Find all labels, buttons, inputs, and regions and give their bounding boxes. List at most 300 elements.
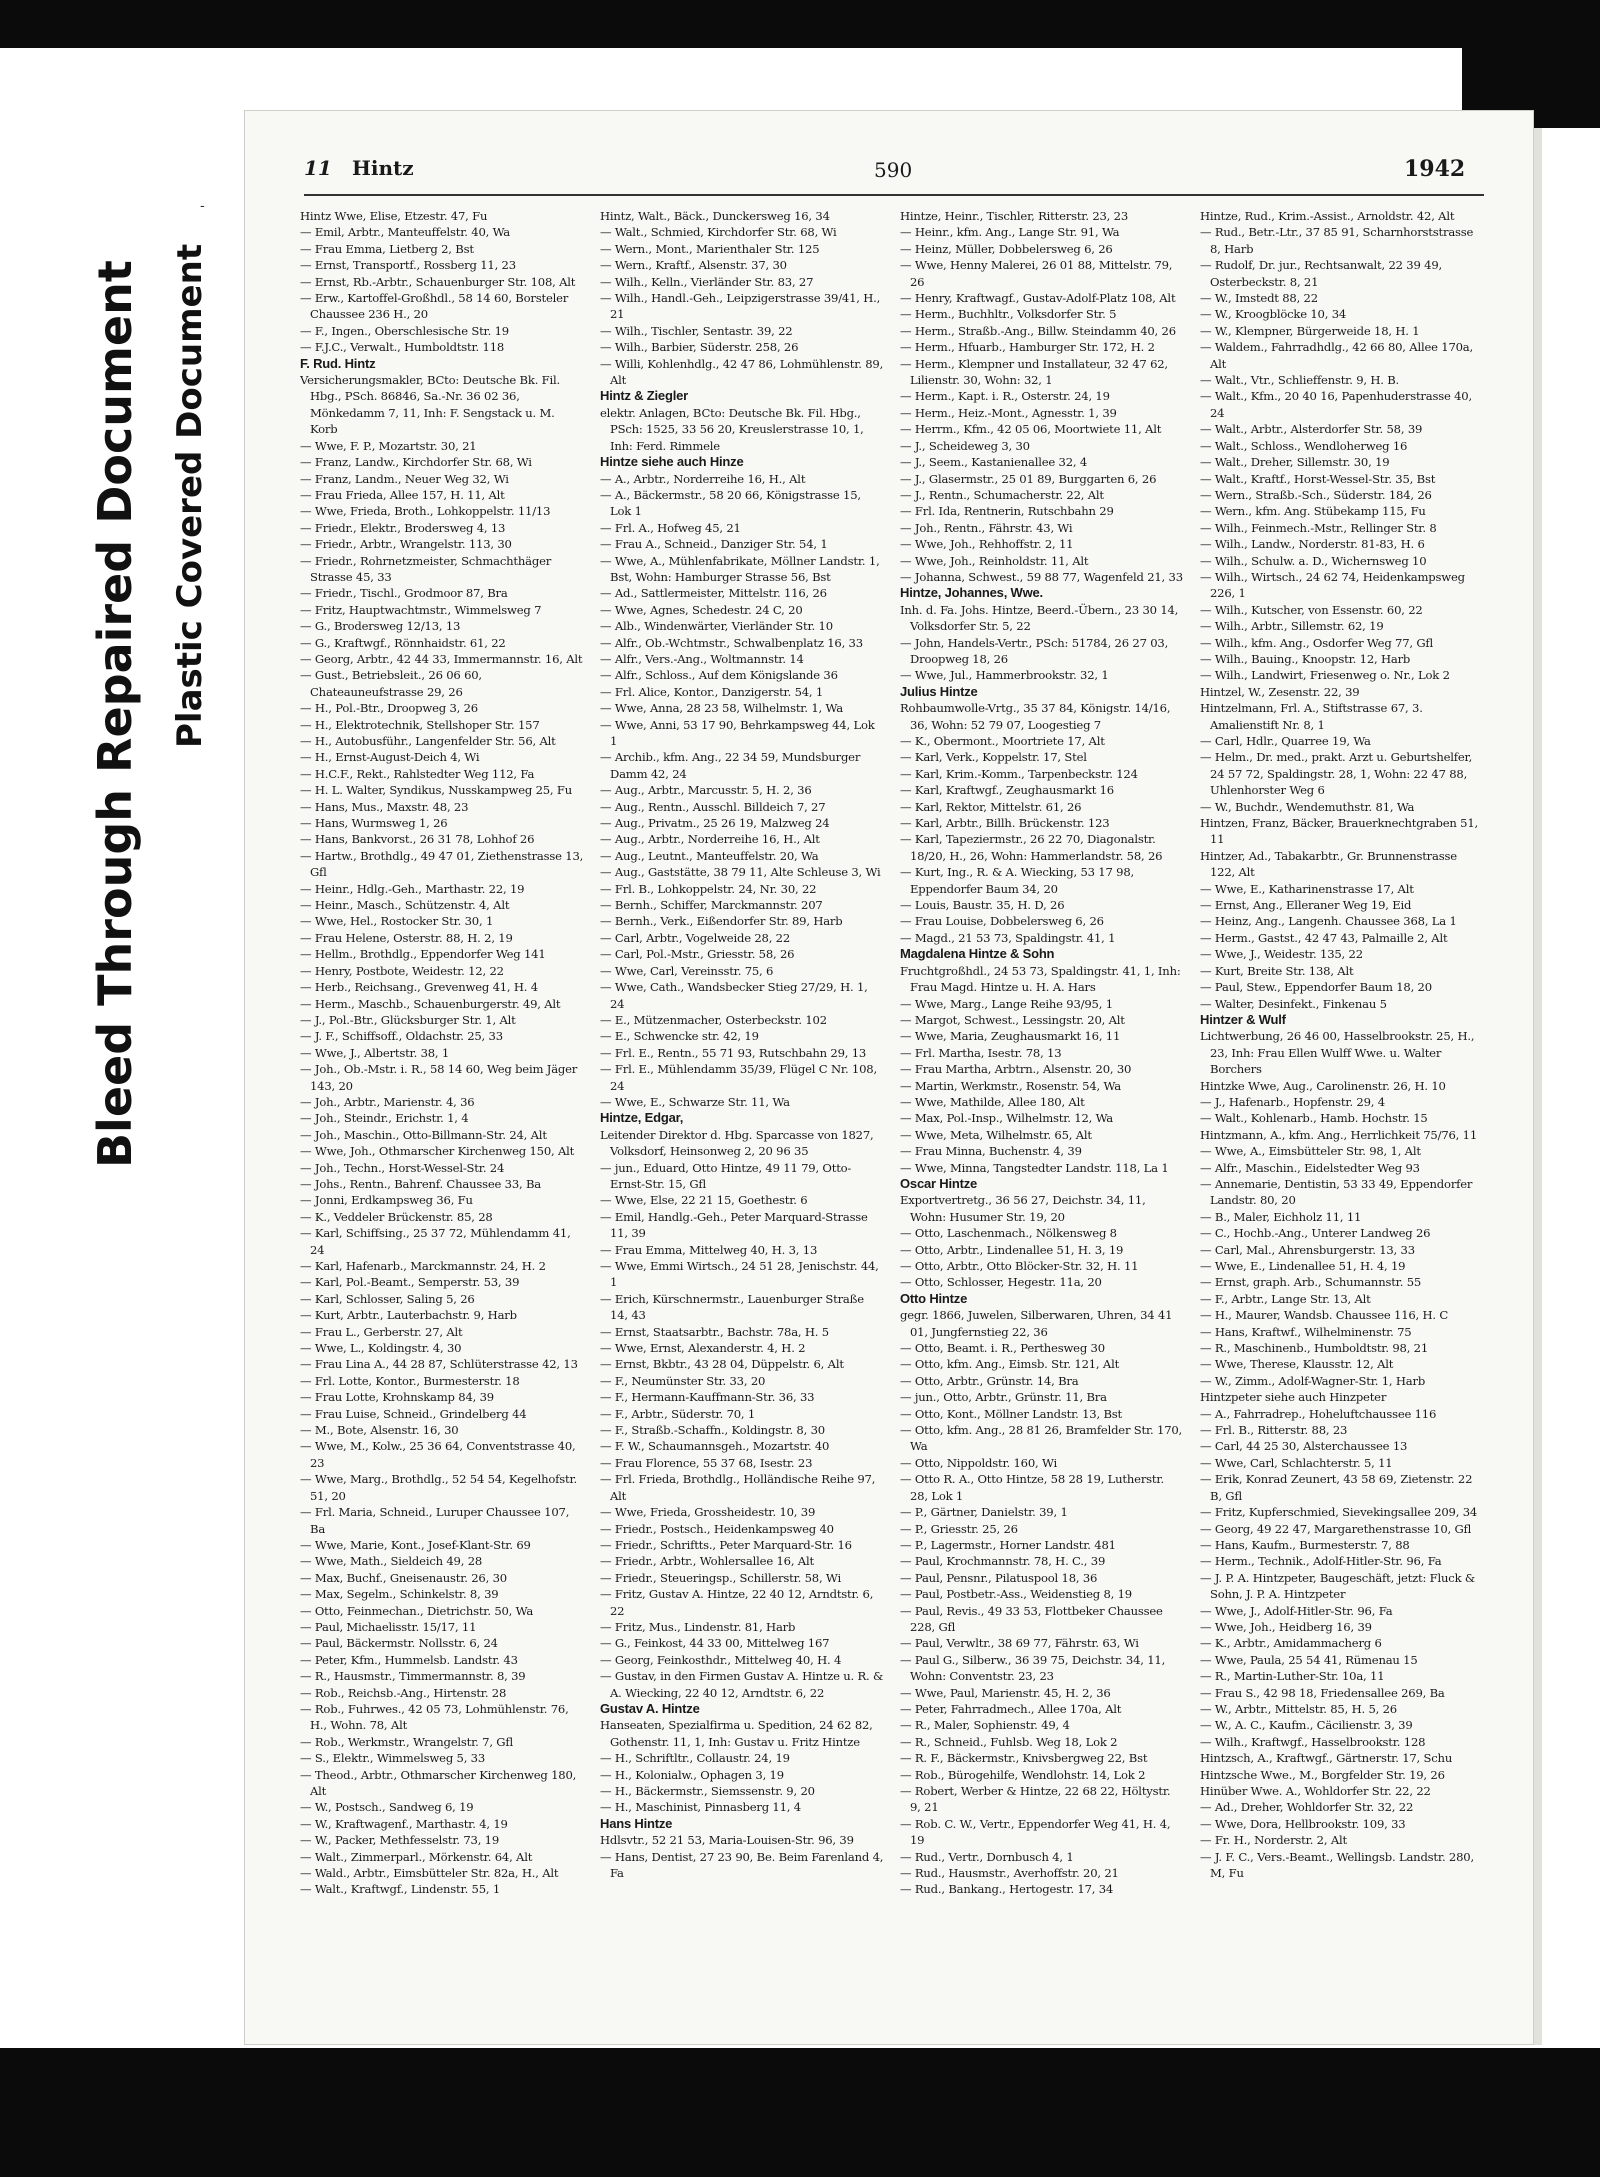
directory-entry: — Friedr., Tischl., Grodmoor 87, Bra <box>300 586 508 601</box>
directory-entry: — H., Kolonialw., Ophagen 3, 19 <box>600 1767 784 1782</box>
directory-entry: gegr. 1866, Juwelen, Silberwaren, Uhren, 34 41 01, Jungfernstieg 22, 36 <box>900 1308 1173 1339</box>
directory-entry: — Herm., Straßb.-Ang., Billw. Steindamm 40, 26 <box>900 323 1176 338</box>
directory-entry: — Wwe, E., Schwarze Str. 11, Wa <box>600 1094 790 1109</box>
page-edge <box>1534 128 1542 2045</box>
directory-entry: — Frau Emma, Lietberg 2, Bst <box>300 241 474 256</box>
directory-entry: — Wwe, M., Kolw., 25 36 64, Conventstrasse 40, 23 <box>300 1439 576 1470</box>
directory-entry: — H., Maurer, Wandsb. Chaussee 116, H. C <box>1200 1308 1449 1323</box>
directory-entry: — Heinz, Müller, Dobbelersweg 6, 26 <box>900 241 1113 256</box>
directory-entry: — Henry, Kraftwagf., Gustav-Adolf-Platz 108, Alt <box>900 291 1176 306</box>
directory-entry: — Frau Louise, Dobbelersweg 6, 26 <box>900 914 1104 929</box>
directory-entry: — F., Arbtr., Süderstr. 70, 1 <box>600 1406 756 1421</box>
directory-entry: — Paul G., Silberw., 36 39 75, Deichstr. 34, 11, Wohn: Conventstr. 23, 23 <box>900 1652 1166 1684</box>
directory-entry: Otto Hintze <box>900 1290 968 1306</box>
directory-entry: — W., Klempner, Bürgerweide 18, H. 1 <box>1200 323 1420 338</box>
directory-entry: — Walt., Zimmerparl., Mörkenstr. 64, Alt <box>300 1849 533 1864</box>
directory-entry: — Hans, Mus., Maxstr. 48, 23 <box>300 799 469 814</box>
directory-entry: — H., Schriftltr., Collaustr. 24, 19 <box>600 1751 790 1766</box>
directory-entry: — W., Imstedt 88, 22 <box>1200 291 1318 306</box>
directory-entry: — Wwe, Jul., Hammerbrookstr. 32, 1 <box>900 668 1109 683</box>
directory-entry: — Max, Buchf., Gneisenaustr. 26, 30 <box>300 1570 507 1585</box>
directory-entry: — Wern., Kraftf., Alsenstr. 37, 30 <box>600 258 787 273</box>
directory-entry: — Wwe, Anna, 28 23 58, Wilhelmstr. 1, Wa <box>600 701 843 716</box>
directory-entry: — Wald., Arbtr., Eimsbütteler Str. 82a, H., Alt <box>300 1866 559 1881</box>
directory-entry: — Wwe, E., Katharinenstrasse 17, Alt <box>1200 881 1414 896</box>
directory-entry: — K., Veddeler Brückenstr. 85, 28 <box>300 1209 493 1224</box>
directory-entry: — Friedr., Postsch., Heidenkampsweg 40 <box>600 1521 834 1536</box>
directory-entry: — Wwe, Maria, Zeughausmarkt 16, 11 <box>900 1029 1121 1044</box>
directory-entry: — R., Maler, Sophienstr. 49, 4 <box>900 1718 1070 1733</box>
directory-entry: — E., Mützenmacher, Osterbeckstr. 102 <box>600 1012 827 1027</box>
directory-entry: — Wwe, Paul, Marienstr. 45, H. 2, 36 <box>900 1685 1111 1700</box>
directory-entry: Hintz, Walt., Bäck., Dunckersweg 16, 34 <box>600 209 830 223</box>
directory-entry: Versicherungsmakler, BCto: Deutsche Bk. Fil. Hbg., PSch. 86846, Sa.-Nr. 36 02 36, Mönkedamm 7, 11, Inh: F. Sengstack u. M. Korb <box>300 373 561 437</box>
directory-entry: — Friedr., Elektr., Brodersweg 4, 13 <box>300 520 506 535</box>
directory-entry: — Wwe, Else, 22 21 15, Goethestr. 6 <box>600 1193 808 1208</box>
directory-entry: — C., Hochb.-Ang., Unterer Landweg 26 <box>1200 1226 1431 1241</box>
directory-entry: — Walt., Kraftf., Horst-Wessel-Str. 35, Bst <box>1200 471 1436 486</box>
directory-entry: — J., Glasermstr., 25 01 89, Burggarten 6, 26 <box>900 471 1157 486</box>
directory-entry: — Erik, Konrad Zeunert, 43 58 69, Zietenstr. 22 B, Gfl <box>1200 1472 1473 1503</box>
directory-entry: — Alfr., Vers.-Ang., Woltmannstr. 14 <box>600 651 804 666</box>
directory-entry: — G., Feinkost, 44 33 00, Mittelweg 167 <box>600 1636 830 1651</box>
directory-entry: — Wwe, F. P., Mozartstr. 30, 21 <box>300 438 477 453</box>
directory-entry: — Frau Luise, Schneid., Grindelberg 44 <box>300 1406 527 1421</box>
directory-entry: — Wilh., Arbtr., Sillemstr. 62, 19 <box>1200 619 1384 634</box>
directory-entry: Hintzmann, A., kfm. Ang., Herrlichkeit 75/76, 11 <box>1200 1127 1477 1142</box>
directory-entry: — Wwe, A., Mühlenfabrikate, Möllner Landstr. 1, Bst, Wohn: Hamburger Strasse 56, Bst <box>600 553 880 584</box>
header-page-number: 590 <box>874 158 913 182</box>
label-plastic-covered: Plastic Covered Document <box>170 243 210 748</box>
directory-entry: — Walt., Vtr., Schlieffenstr. 9, H. B. <box>1200 373 1400 388</box>
directory-entry: — Kurt, Breite Str. 138, Alt <box>1200 963 1354 978</box>
directory-entry: — Karl, Kraftwgf., Zeughausmarkt 16 <box>900 783 1114 798</box>
directory-entry: — Frl. E., Rentn., 55 71 93, Rutschbahn 29, 13 <box>600 1045 867 1060</box>
directory-entry: — Karl, Schiffsing., 25 37 72, Mühlendamm 41, 24 <box>300 1226 571 1257</box>
directory-entry: — Wwe, Carl, Schlachterstr. 5, 11 <box>1200 1455 1393 1470</box>
directory-entry: — Herb., Reichsang., Grevenweg 41, H. 4 <box>300 980 538 995</box>
directory-entry: — F. W., Schaumannsgeh., Mozartstr. 40 <box>600 1439 830 1454</box>
directory-entry: — Paul, Michaelisstr. 15/17, 11 <box>300 1619 477 1634</box>
header-year: 1942 <box>1404 156 1466 182</box>
directory-entry: — K., Arbtr., Amidammacherg 6 <box>1200 1636 1382 1651</box>
directory-entry: Lichtwerbung, 26 46 00, Hasselbrookstr. 25, H., 23, Inh: Frau Ellen Wulff Wwe. u. Walter Borchers <box>1200 1029 1475 1077</box>
label-bleed-through: Bleed Through Repaired Document <box>88 260 142 1168</box>
directory-entry: — Max, Pol.-Insp., Wilhelmstr. 12, Wa <box>900 1111 1114 1126</box>
directory-entry: — Emil, Handlg.-Geh., Peter Marquard-Strasse 11, 39 <box>600 1209 868 1241</box>
directory-entry: — H.C.F., Rekt., Rahlstedter Weg 112, Fa <box>300 766 535 781</box>
header-column-number: 11 <box>304 156 332 180</box>
directory-entry: — Wilh., Kutscher, von Essenstr. 60, 22 <box>1200 602 1423 617</box>
directory-entry: — Herm., Maschb., Schauenburgerstr. 49, Alt <box>300 996 561 1011</box>
directory-entry: Rohbaumwolle-Vrtg., 35 37 84, Königstr. 14/16, 36, Wohn: 52 79 07, Loogestieg 7 <box>900 701 1171 732</box>
directory-entry: — Otto, Nippoldstr. 160, Wi <box>900 1455 1058 1470</box>
directory-entry: — Wwe, Marg., Brothdlg., 52 54 54, Kegelhofstr. 51, 20 <box>300 1472 578 1503</box>
directory-entry: — R., Maschinenb., Humboldtstr. 98, 21 <box>1200 1341 1429 1356</box>
directory-entry: — Otto, Schlosser, Hegestr. 11a, 20 <box>900 1275 1102 1290</box>
directory-entry: — Aug., Gaststätte, 38 79 11, Alte Schleuse 3, Wi <box>600 865 881 880</box>
directory-entry: — Wwe, J., Adolf-Hitler-Str. 96, Fa <box>1200 1603 1393 1618</box>
directory-entry: Hintzel, W., Zesenstr. 22, 39 <box>1200 684 1360 699</box>
directory-entry: — Otto, Laschenmach., Nölkensweg 8 <box>900 1226 1117 1241</box>
directory-entry: — Carl, 44 25 30, Alsterchaussee 13 <box>1200 1439 1408 1454</box>
directory-entry: — Frl. E., Mühlendamm 35/39, Flügel C Nr. 108, 24 <box>600 1062 877 1093</box>
directory-entry: — Alfr., Maschin., Eidelstedter Weg 93 <box>1200 1160 1420 1175</box>
directory-entry: — Henry, Postbote, Weidestr. 12, 22 <box>300 963 504 978</box>
directory-entry: — Otto, Arbtr., Grünstr. 14, Bra <box>900 1373 1079 1388</box>
directory-entry: — Karl, Krim.-Komm., Tarpenbeckstr. 124 <box>900 766 1138 781</box>
directory-entry: — W., Packer, Methfesselstr. 73, 19 <box>300 1833 500 1848</box>
directory-entry: — Hellm., Brothdlg., Eppendorfer Weg 141 <box>300 947 546 962</box>
directory-entry: — Ernst, Transportf., Rossberg 11, 23 <box>300 258 516 273</box>
directory-entry: — Frau Helene, Osterstr. 88, H. 2, 19 <box>300 930 513 945</box>
directory-entry: — F., Hermann-Kauffmann-Str. 36, 33 <box>600 1390 815 1405</box>
directory-entry: — Joh., Steindr., Erichstr. 1, 4 <box>300 1111 469 1126</box>
directory-entry: — Rob., Fuhrwes., 42 05 73, Lohmühlenstr. 76, H., Wohn. 78, Alt <box>300 1701 569 1733</box>
directory-entry: — Otto R. A., Otto Hintze, 58 28 19, Lutherstr. 28, Lok 1 <box>900 1472 1164 1503</box>
directory-entry: — Joh., Ob.-Mstr. i. R., 58 14 60, Weg beim Jäger 143, 20 <box>300 1062 578 1093</box>
directory-entry: — Gust., Betriebsleit., 26 06 60, Chateauneufstrasse 29, 26 <box>300 668 482 699</box>
directory-entry: — A., Fahrradrep., Hoheluftchaussee 116 <box>1200 1406 1437 1421</box>
directory-entry: — R., Hausmstr., Timmermannstr. 8, 39 <box>300 1669 526 1684</box>
directory-entry: — Frl. Maria, Schneid., Luruper Chaussee 107, Ba <box>300 1505 570 1536</box>
directory-entry: Hans Hintze <box>600 1815 673 1831</box>
directory-entry: — Rud., Hausmstr., Averhoffstr. 20, 21 <box>900 1866 1119 1881</box>
directory-entry: — Wern., Mont., Marienthaler Str. 125 <box>600 241 820 256</box>
directory-entry: — F.J.C., Verwalt., Humboldtstr. 118 <box>300 340 505 355</box>
directory-entry: — Georg, Arbtr., 42 44 33, Immermannstr. 16, Alt <box>300 651 583 666</box>
directory-entry: — R., Schneid., Fuhlsb. Weg 18, Lok 2 <box>900 1734 1118 1749</box>
directory-entry: — Walt., Kohlenarb., Hamb. Hochstr. 15 <box>1200 1111 1428 1126</box>
directory-entry: — Hartw., Brothdlg., 49 47 01, Ziethenstrasse 13, Gfl <box>300 848 584 880</box>
directory-entry: — Hans, Bankvorst., 26 31 78, Lohhof 26 <box>300 832 535 847</box>
directory-entry: Leitender Direktor d. Hbg. Sparcasse von 1827, Volksdorf, Heinsonweg 2, 20 96 35 <box>600 1127 874 1159</box>
directory-entry: — Ernst, Rb.-Arbtr., Schauenburger Str. 108, Alt <box>300 274 576 289</box>
directory-entry: — Ernst, Staatsarbtr., Bachstr. 78a, H. 5 <box>600 1324 829 1339</box>
directory-entry: Hintze siehe auch Hinze <box>600 454 744 470</box>
directory-entry: — John, Handels-Vertr., PSch: 51784, 26 27 03, Droopweg 18, 26 <box>900 635 1169 666</box>
directory-entry: — Otto, Arbtr., Lindenallee 51, H. 3, 19 <box>900 1242 1124 1257</box>
directory-entry: — Aug., Arbtr., Norderreihe 16, H., Alt <box>600 832 820 847</box>
directory-entry: — Heinz, Ang., Langenh. Chaussee 368, La 1 <box>1200 914 1457 929</box>
directory-entry: — Friedr., Steueringsp., Schillerstr. 58, Wi <box>600 1570 841 1585</box>
directory-entry: — J. P. A. Hintzpeter, Baugeschäft, jetzt: Fluck & Sohn, J. P. A. Hintzpeter <box>1200 1570 1475 1602</box>
directory-entry: — H., Autobusführ., Langenfelder Str. 56, Alt <box>300 734 556 748</box>
directory-entry: — Frau Frieda, Allee 157, H. 11, Alt <box>300 487 505 502</box>
directory-entry: — Rob., Werkmstr., Wrangelstr. 7, Gfl <box>300 1734 513 1749</box>
directory-entry: — Margot, Schwest., Lessingstr. 20, Alt <box>900 1012 1125 1027</box>
directory-entry: — Walt., Dreher, Sillemstr. 30, 19 <box>1200 455 1390 470</box>
directory-entry: — Wilh., Feinmech.-Mstr., Rellinger Str. 8 <box>1200 520 1437 535</box>
directory-entry: — Joh., Rentn., Fährstr. 43, Wi <box>900 520 1073 535</box>
directory-entry: — Wwe, Carl, Vereinsstr. 75, 6 <box>600 963 774 978</box>
directory-entry: — Frau Florence, 55 37 68, Isestr. 23 <box>600 1455 813 1470</box>
directory-entry: Fruchtgroßhdl., 24 53 73, Spaldingstr. 41, 1, Inh: Frau Magd. Hintze u. H. A. Hars <box>900 963 1181 995</box>
directory-entry: — Wilh., Schulw. a. D., Wichernsweg 10 <box>1200 553 1427 568</box>
directory-entry: — Frl. Martha, Isestr. 78, 13 <box>900 1045 1062 1060</box>
directory-entry: — Wwe, Henny Malerei, 26 01 88, Mittelstr. 79, 26 <box>900 258 1173 289</box>
directory-entry: — H., Pol.-Btr., Droopweg 3, 26 <box>300 701 478 716</box>
directory-entry: — Wwe, L., Koldingstr. 4, 30 <box>300 1341 462 1356</box>
directory-entry: — Carl, Mal., Ahrensburgerstr. 13, 33 <box>1200 1242 1415 1257</box>
directory-entry: — W., Arbtr., Mittelstr. 85, H. 5, 26 <box>1200 1701 1397 1716</box>
directory-entry: — Kurt, Arbtr., Lauterbachstr. 9, Harb <box>300 1308 517 1323</box>
directory-entry: — Carl, Pol.-Mstr., Griesstr. 58, 26 <box>600 947 795 962</box>
directory-entry: — J. F. C., Vers.-Beamt., Wellingsb. Landstr. 280, M, Fu <box>1200 1849 1474 1881</box>
directory-entry: — Fr. H., Norderstr. 2, Alt <box>1200 1833 1347 1848</box>
directory-entry: — Otto, Kont., Möllner Landstr. 13, Bst <box>900 1406 1122 1421</box>
directory-entry: — Robert, Werber & Hintze, 22 68 22, Höltystr. 9, 21 <box>900 1784 1171 1815</box>
directory-entry: Hanseaten, Spezialfirma u. Spedition, 24 62 82, Gothenstr. 11, 1, Inh: Gustav u. Fritz Hintze <box>600 1718 873 1749</box>
directory-entry: — Bernh., Schiffer, Marckmannstr. 207 <box>600 898 823 913</box>
directory-entry: — Wwe, Frieda, Grossheidestr. 10, 39 <box>600 1505 816 1520</box>
directory-entry: — J., Rentn., Schumacherstr. 22, Alt <box>900 487 1104 502</box>
directory-entry: — Paul, Revis., 49 33 53, Flottbeker Chaussee 228, Gfl <box>900 1603 1163 1634</box>
directory-entry: — Walt., Kfm., 20 40 16, Papenhuderstrasse 40, 24 <box>1200 389 1472 420</box>
directory-entry: — Wwe, Frieda, Broth., Lohkoppelstr. 11/13 <box>300 504 551 519</box>
directory-entry: — J., Hafenarb., Hopfenstr. 29, 4 <box>1200 1094 1385 1109</box>
directory-entry: — Wwe, Emmi Wirtsch., 24 51 28, Jenischstr. 44, 1 <box>600 1259 879 1290</box>
directory-entry: — Wilh., Kelln., Vierländer Str. 83, 27 <box>600 274 814 289</box>
directory-entry: — Wwe, Therese, Klausstr. 12, Alt <box>1200 1357 1394 1372</box>
directory-entry: — Joh., Arbtr., Marienstr. 4, 36 <box>300 1094 475 1109</box>
directory-entry: — Aug., Rentn., Ausschl. Billdeich 7, 27 <box>600 799 826 814</box>
directory-entry: — Hans, Kraftwf., Wilhelminenstr. 75 <box>1200 1324 1412 1339</box>
directory-entry: — Heinr., Masch., Schützenstr. 4, Alt <box>300 898 510 913</box>
directory-entry: — Johanna, Schwest., 59 88 77, Wagenfeld 21, 33 <box>900 569 1183 584</box>
header-name: Hintz <box>352 156 414 180</box>
directory-entry: — Ernst, Bkbtr., 43 28 04, Düppelstr. 6, Alt <box>600 1357 844 1372</box>
directory-entry: — Frau Minna, Buchenstr. 4, 39 <box>900 1144 1082 1159</box>
directory-entry: — Wwe, A., Eimsbütteler Str. 98, 1, Alt <box>1200 1144 1421 1159</box>
directory-entry: — Wwe, Meta, Wilhelmstr. 65, Alt <box>900 1127 1092 1142</box>
directory-entry: — Emil, Arbtr., Manteuffelstr. 40, Wa <box>300 225 511 240</box>
directory-entry: — Wwe, Minna, Tangstedter Landstr. 118, La 1 <box>900 1160 1169 1175</box>
directory-entry: Hintzsch, A., Kraftwgf., Gärtnerstr. 17, Schu <box>1200 1751 1453 1766</box>
directory-entry: — J. F., Schiffsoff., Oldachstr. 25, 33 <box>300 1029 503 1044</box>
directory-entry: — Paul, Krochmannstr. 78, H. C., 39 <box>900 1554 1106 1569</box>
directory-entry: — W., Kraftwagenf., Marthastr. 4, 19 <box>300 1816 508 1831</box>
column-4 <box>1200 208 1484 2018</box>
directory-entry: — Alfr., Schloss., Auf dem Königslande 36 <box>600 668 838 683</box>
directory-entry: — H., Maschinist, Pinnasberg 11, 4 <box>600 1800 801 1815</box>
directory-entry: — Wwe, Paula, 25 54 41, Rümenau 15 <box>1200 1652 1418 1667</box>
directory-entry: — Wilh., kfm. Ang., Osdorfer Weg 77, Gfl <box>1200 635 1434 650</box>
directory-entry: — H. L. Walter, Syndikus, Nusskampweg 25, Fu <box>300 783 573 798</box>
directory-entry: — Otto, Arbtr., Otto Blöcker-Str. 32, H. 11 <box>900 1259 1139 1273</box>
directory-entry: — S., Elektr., Wimmelsweg 5, 33 <box>300 1751 486 1766</box>
directory-entry: — A., Arbtr., Norderreihe 16, H., Alt <box>600 471 806 486</box>
directory-entry: — Ad., Dreher, Wohldorfer Str. 32, 22 <box>1200 1800 1414 1815</box>
directory-entry: — J., Seem., Kastanienallee 32, 4 <box>900 455 1088 470</box>
directory-entry: — Herm., Gastst., 42 47 43, Palmaille 2, Alt <box>1200 930 1448 945</box>
directory-entry: — Wilh., Tischler, Sentastr. 39, 22 <box>600 323 793 338</box>
directory-entry: Exportvertretg., 36 56 27, Deichstr. 34, 11, Wohn: Husumer Str. 19, 20 <box>900 1193 1146 1224</box>
column-2 <box>600 208 884 2018</box>
directory-entry: — F., Ingen., Oberschlesische Str. 19 <box>300 323 509 338</box>
directory-entry: — Joh., Maschin., Otto-Billmann-Str. 24, Alt <box>300 1127 547 1142</box>
directory-entry: F. Rud. Hintz <box>300 355 376 371</box>
directory-entry: — Fritz, Gustav A. Hintze, 22 40 12, Arndtstr. 6, 22 <box>600 1587 874 1618</box>
directory-entry: Hintz Wwe, Elise, Etzestr. 47, Fu <box>300 209 488 223</box>
directory-entry: — Wwe, J., Weidestr. 135, 22 <box>1200 947 1363 962</box>
directory-entry: — Wwe, Joh., Reinholdstr. 11, Alt <box>900 553 1089 568</box>
directory-entry: — Wwe, Anni, 53 17 90, Behrkampsweg 44, Lok 1 <box>600 717 875 748</box>
directory-entry: — Wwe, Mathilde, Allee 180, Alt <box>900 1094 1085 1109</box>
directory-entry: — Wwe, Hel., Rostocker Str. 30, 1 <box>300 914 494 929</box>
directory-entry: — W., Postsch., Sandweg 6, 19 <box>300 1800 474 1815</box>
directory-entry: — Peter, Kfm., Hummelsb. Landstr. 43 <box>300 1652 518 1667</box>
directory-entry: Hintzpeter siehe auch Hinzpeter <box>1200 1390 1387 1405</box>
directory-entry: — J., Pol.-Btr., Glücksburger Str. 1, Alt <box>300 1012 516 1027</box>
directory-entry: — Herm., Kapt. i. R., Osterstr. 24, 19 <box>900 389 1110 404</box>
directory-entry: — Herm., Technik., Adolf-Hitler-Str. 96, Fa <box>1200 1554 1442 1569</box>
directory-columns <box>300 208 1490 2018</box>
directory-entry: — R. F., Bäckermstr., Knivsbergweg 22, Bst <box>900 1751 1148 1766</box>
directory-entry: — Peter, Fahrradmech., Allee 170a, Alt <box>900 1701 1122 1716</box>
directory-entry: — Herm., Hfuarb., Hamburger Str. 172, H. 2 <box>900 340 1155 355</box>
directory-entry: — Karl, Hafenarb., Marckmannstr. 24, H. 2 <box>300 1259 546 1273</box>
scan-top-border <box>0 0 1600 48</box>
directory-entry: — P., Gärtner, Danielstr. 39, 1 <box>900 1505 1068 1520</box>
directory-entry: — B., Maler, Eichholz 11, 11 <box>1200 1209 1362 1224</box>
directory-entry: — Franz, Landm., Neuer Weg 32, Wi <box>300 471 509 486</box>
directory-entry: — Helm., Dr. med., prakt. Arzt u. Geburtshelfer, 24 57 72, Spaldingstr. 28, 1, Wohn: 22 47 88, Uhlenhorster Weg 6 <box>1200 750 1473 798</box>
directory-entry: — H., Bäckermstr., Siemssenstr. 9, 20 <box>600 1784 815 1798</box>
directory-entry: Hintzelmann, Frl. A., Stiftstrasse 67, 3. Amalienstift Nr. 8, 1 <box>1200 701 1423 732</box>
directory-entry: — Ad., Sattlermeister, Mittelstr. 116, 26 <box>600 586 827 601</box>
directory-entry: — Frl. B., Lohkoppelstr. 24, Nr. 30, 22 <box>600 881 817 896</box>
directory-entry: — H., Elektrotechnik, Stellshoper Str. 157 <box>300 717 540 732</box>
scan-bottom-border <box>0 2048 1600 2177</box>
directory-entry: Hintzer & Wulf <box>1200 1011 1286 1027</box>
directory-entry: — W., Zimm., Adolf-Wagner-Str. 1, Harb <box>1200 1373 1426 1388</box>
directory-entry: — Wilh., Landwirt, Friesenweg o. Nr., Lok 2 <box>1200 668 1450 683</box>
directory-entry: — Frl. Frieda, Brothdlg., Holländische Reihe 97, Alt <box>600 1472 876 1503</box>
directory-entry: — jun., Otto, Arbtr., Grünstr. 11, Bra <box>900 1390 1107 1405</box>
directory-entry: — Carl, Arbtr., Vogelweide 28, 22 <box>600 930 791 945</box>
column-1 <box>300 208 584 2018</box>
directory-entry: Julius Hintze <box>900 683 978 699</box>
directory-entry: — Frl. A., Hofweg 45, 21 <box>600 520 741 535</box>
directory-entry: Hintzen, Franz, Bäcker, Brauerknechtgraben 51, 11 <box>1200 816 1479 847</box>
directory-entry: Hintze, Johannes, Wwe. <box>900 585 1043 601</box>
directory-entry: — Rudolf, Dr. jur., Rechtsanwalt, 22 39 49, Osterbeckstr. 8, 21 <box>1200 258 1442 289</box>
directory-entry: — Frau Martha, Arbtrn., Alsenstr. 20, 30 <box>900 1062 1132 1077</box>
directory-entry: — Wilh., Barbier, Süderstr. 258, 26 <box>600 340 799 355</box>
directory-entry: — Wwe, Joh., Othmarscher Kirchenweg 150, Alt <box>300 1144 575 1159</box>
directory-entry: Hinüber Wwe. A., Wohldorfer Str. 22, 22 <box>1200 1784 1431 1798</box>
directory-entry: — Frl. Lotte, Kontor., Burmesterstr. 18 <box>300 1373 520 1388</box>
directory-entry: — Rob., Reichsb.-Ang., Hirtenstr. 28 <box>300 1685 507 1700</box>
directory-entry: — A., Bäckermstr., 58 20 66, Königstrasse 15, Lok 1 <box>600 487 861 519</box>
directory-entry: — Wwe, Agnes, Schedestr. 24 C, 20 <box>600 602 803 617</box>
page-header <box>304 156 1484 192</box>
directory-entry: — Wwe, Marie, Kont., Josef-Klant-Str. 69 <box>300 1537 531 1552</box>
directory-entry: — Fritz, Hauptwachtmstr., Wimmelsweg 7 <box>300 602 542 617</box>
directory-entry: — Bernh., Verk., Eißendorfer Str. 89, Harb <box>600 914 843 929</box>
directory-entry: — Erw., Kartoffel-Großhdl., 58 14 60, Borsteler Chaussee 236 H., 20 <box>300 291 569 322</box>
directory-entry: — Paul, Pensnr., Pilatuspool 18, 36 <box>900 1570 1098 1585</box>
directory-entry: — F., Neumünster Str. 33, 20 <box>600 1373 766 1388</box>
directory-entry: — Wilh., Bauing., Knoopstr. 12, Harb <box>1200 651 1411 666</box>
directory-entry: — Rob., Bürogehilfe, Wendlohstr. 14, Lok 2 <box>900 1767 1146 1782</box>
directory-entry: Oscar Hintze <box>900 1175 978 1191</box>
directory-entry: — Magd., 21 53 73, Spaldingstr. 41, 1 <box>900 930 1116 945</box>
directory-entry: — Hans, Dentist, 27 23 90, Be. Beim Farenland 4, Fa <box>600 1849 884 1881</box>
directory-entry: — Wwe, Cath., Wandsbecker Stieg 27/29, H. 1, 24 <box>600 980 868 1011</box>
directory-entry: — Paul, Verwltr., 38 69 77, Fährstr. 63, Wi <box>900 1636 1139 1651</box>
column-3 <box>900 208 1184 2018</box>
directory-entry: — Herm., Heiz.-Mont., Agnesstr. 1, 39 <box>900 405 1117 420</box>
directory-entry: — Frl. B., Ritterstr. 88, 23 <box>1200 1423 1348 1438</box>
directory-entry: — Frl. Alice, Kontor., Danzigerstr. 54, 1 <box>600 684 824 699</box>
directory-entry: — Wern., Straßb.-Sch., Süderstr. 184, 26 <box>1200 487 1432 502</box>
directory-entry: — Georg, Feinkosthdr., Mittelweg 40, H. 4 <box>600 1652 842 1667</box>
directory-entry: — Karl, Tapeziermstr., 26 22 70, Diagonalstr. 18/20, H., 26, Wohn: Hammerlandstr. 58, 26 <box>900 832 1163 863</box>
directory-entry: — G., Kraftwgf., Rönnhaidstr. 61, 22 <box>300 635 506 650</box>
directory-entry: — Friedr., Arbtr., Wrangelstr. 113, 30 <box>300 537 512 552</box>
directory-entry: — Frau S., 42 98 18, Friedensallee 269, Ba <box>1200 1685 1445 1700</box>
directory-entry: — Herm., Buchhltr., Volksdorfer Str. 5 <box>900 307 1117 322</box>
directory-entry: — Walt., Arbtr., Alsterdorfer Str. 58, 39 <box>1200 422 1423 437</box>
directory-entry: — Paul, Stew., Eppendorfer Baum 18, 20 <box>1200 980 1432 995</box>
directory-entry: — Hans, Wurmsweg 1, 26 <box>300 816 448 831</box>
directory-entry: — Wwe, E., Lindenallee 51, H. 4, 19 <box>1200 1259 1406 1273</box>
directory-entry: — Max, Segelm., Schinkelstr. 8, 39 <box>300 1587 499 1602</box>
directory-entry: — Frau A., Schneid., Danziger Str. 54, 1 <box>600 537 828 552</box>
directory-entry: — J., Scheideweg 3, 30 <box>900 438 1030 453</box>
directory-entry: — Karl, Pol.-Beamt., Semperstr. 53, 39 <box>300 1275 520 1290</box>
directory-entry: — Wwe, Joh., Heidberg 16, 39 <box>1200 1619 1372 1634</box>
directory-entry: Gustav A. Hintze <box>600 1700 700 1716</box>
directory-entry: — Otto, kfm. Ang., 28 81 26, Bramfelder Str. 170, Wa <box>900 1423 1183 1454</box>
directory-entry: — Rud., Bankang., Hertogestr. 17, 34 <box>900 1882 1114 1897</box>
directory-entry: — K., Obermont., Moortriete 17, Alt <box>900 734 1105 748</box>
directory-entry: — Aug., Privatm., 25 26 19, Malzweg 24 <box>600 816 830 831</box>
directory-entry: — Georg, 49 22 47, Margarethenstrasse 10, Gfl <box>1200 1521 1472 1536</box>
directory-entry: — Karl, Arbtr., Billh. Brückenstr. 123 <box>900 816 1110 831</box>
directory-entry: — Erich, Kürschnermstr., Lauenburger Straße 14, 43 <box>600 1291 864 1323</box>
margin-mark: - <box>200 198 205 214</box>
directory-entry: — Paul, Postbetr.-Ass., Weidenstieg 8, 19 <box>900 1587 1132 1602</box>
directory-entry: — F., Arbtr., Lange Str. 13, Alt <box>1200 1291 1371 1306</box>
directory-entry: — P., Griesstr. 25, 26 <box>900 1521 1018 1536</box>
directory-entry: — Friedr., Rohrnetzmeister, Schmachthäger Strasse 45, 33 <box>300 553 552 584</box>
directory-entry: — F., Straßb.-Schaffn., Koldingstr. 8, 30 <box>600 1423 825 1438</box>
directory-entry: — E., Schwencke str. 42, 19 <box>600 1029 759 1044</box>
margin-labels <box>0 48 240 2048</box>
directory-entry: — Aug., Arbtr., Marcusstr. 5, H. 2, 36 <box>600 783 812 798</box>
directory-entry: — Frau Lina A., 44 28 87, Schlüterstrasse 42, 13 <box>300 1357 578 1372</box>
directory-entry: — Louis, Baustr. 35, H. D, 26 <box>900 898 1065 913</box>
directory-entry: — Karl, Rektor, Mittelstr. 61, 26 <box>900 799 1082 814</box>
directory-entry: — Friedr., Schriftts., Peter Marquard-Str. 16 <box>600 1537 852 1552</box>
directory-entry: — Wern., kfm. Ang. Stübekamp 115, Fu <box>1200 504 1426 519</box>
directory-entry: — Aug., Leutnt., Manteuffelstr. 20, Wa <box>600 848 819 863</box>
directory-entry: — Wilh., Kraftwgf., Hasselbrookstr. 128 <box>1200 1734 1426 1749</box>
directory-entry: — W., Kroogblöcke 10, 34 <box>1200 307 1347 322</box>
directory-entry: — Frau L., Gerberstr. 27, Alt <box>300 1324 463 1339</box>
directory-entry: — Wwe, J., Albertstr. 38, 1 <box>300 1045 450 1060</box>
directory-entry: Inh. d. Fa. Johs. Hintze, Beerd.-Übern., 23 30 14, Volksdorfer Str. 5, 22 <box>900 602 1179 634</box>
directory-entry: — Rud., Betr.-Ltr., 37 85 91, Scharnhorststrasse 8, Harb <box>1200 225 1474 256</box>
directory-entry: — Wilh., Handl.-Geh., Leipzigerstrasse 39/41, H., 21 <box>600 291 881 322</box>
directory-entry: — Archib., kfm. Ang., 22 34 59, Mundsburger Damm 42, 24 <box>600 750 861 781</box>
directory-page <box>244 110 1534 2045</box>
directory-entry: — Herm., Klempner und Installateur, 32 47 62, Lilienstr. 30, Wohn: 32, 1 <box>900 356 1168 388</box>
directory-entry: — Johs., Rentn., Bahrenf. Chaussee 33, Ba <box>300 1176 542 1191</box>
